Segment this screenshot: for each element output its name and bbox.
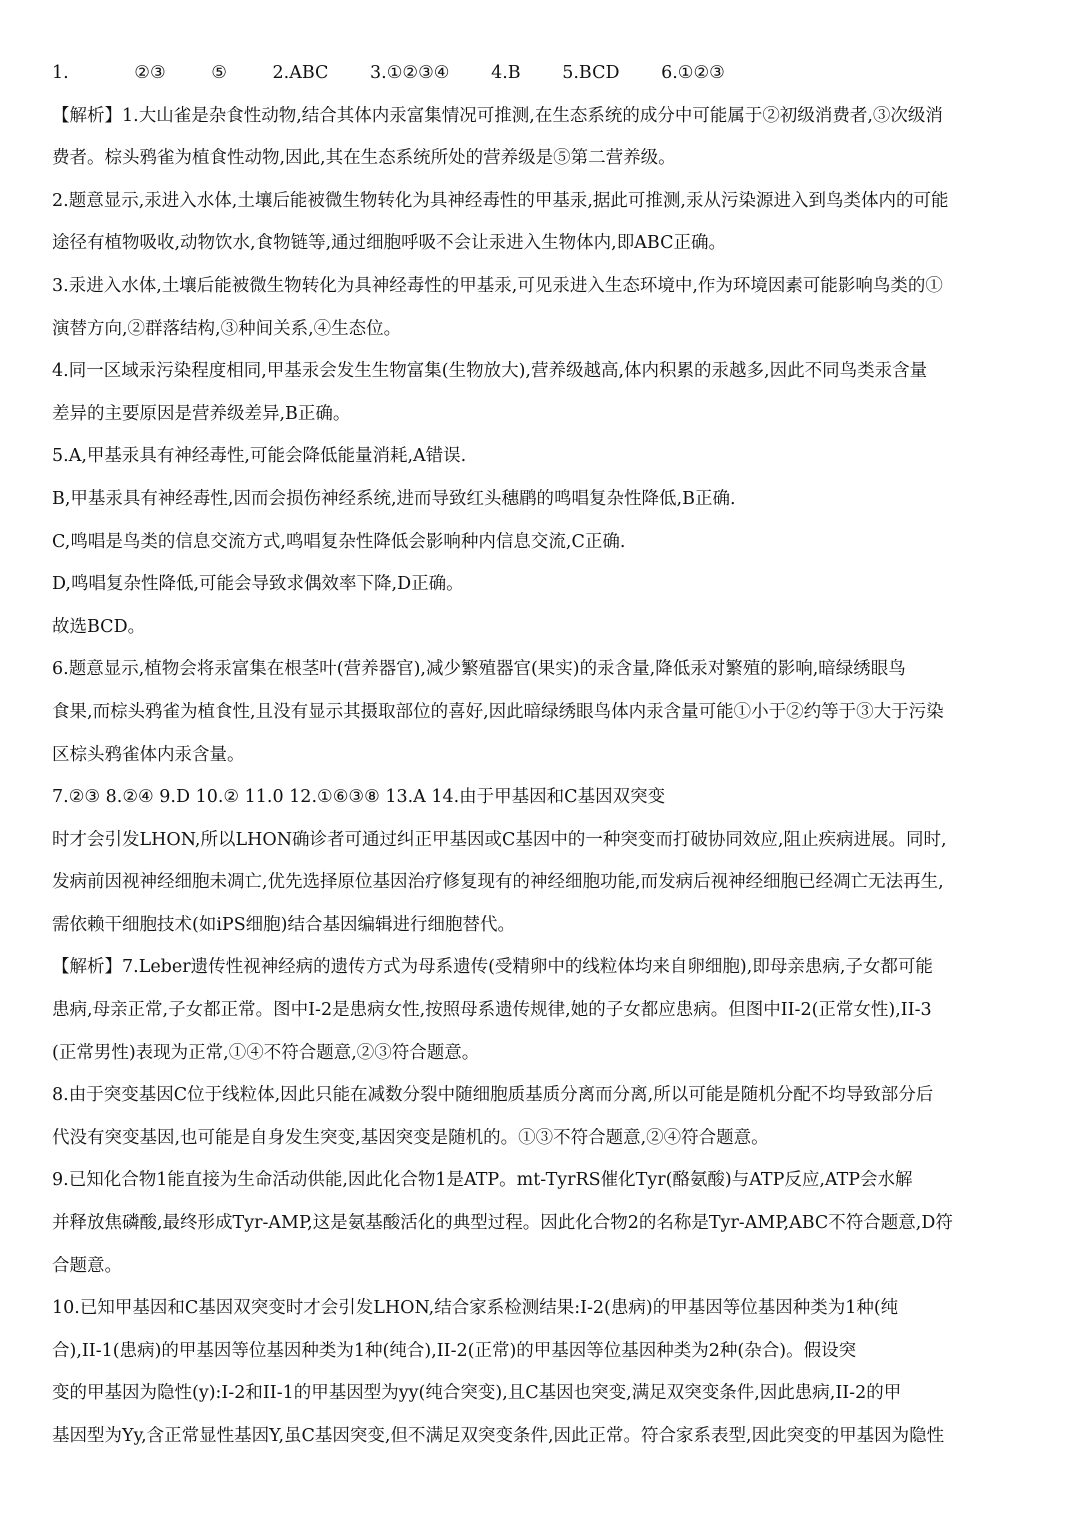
text-line: B,甲基汞具有神经毒性,因而会损伤神经系统,进而导致红头穗鹛的鸣唱复杂性降低,B正确. — [52, 488, 736, 509]
text-line: 故选BCD。 — [52, 616, 146, 637]
text-line: 费者。棕头鸦雀为植食性动物,因此,其在生态系统所处的营养级是⑤第二营养级。 — [52, 148, 676, 169]
text-line: 发病前因视神经细胞未凋亡,优先选择原位基因治疗修复现有的神经细胞功能,而发病后视神经细胞已经凋亡无法再生, — [52, 872, 944, 893]
answer-1-part-2: ⑤ — [211, 63, 227, 83]
text-line: 10.已知甲基因和C基因双突变时才会引发LHON,结合家系检测结果:I-2(患病)的甲基因等位基因种类为1种(纯 — [52, 1298, 899, 1319]
text-line: 并释放焦磷酸,最终形成Tyr-AMP,这是氨基酸活化的典型过程。因此化合物2的名称是Tyr-AMP,ABC不符合题意,D符 — [52, 1213, 953, 1234]
text-line: 途径有植物吸收,动物饮水,食物链等,通过细胞呼吸不会让汞进入生物体内,即ABC正确。 — [52, 233, 726, 254]
text-line: 患病,母亲正常,子女都正常。图中I-2是患病女性,按照母系遗传规律,她的子女都应患病。但图中II-2(正常女性),II-3 — [52, 1000, 932, 1021]
answer-row-7-14: 7.②③ 8.②④ 9.D 10.② 11.0 12.①⑥③⑧ 13.A 14.由于甲基因和C基因双突变 — [52, 787, 666, 808]
text-line: 【解析】1.大山雀是杂食性动物,结合其体内汞富集情况可推测,在生态系统的成分中可能属于②初级消费者,③次级消 — [52, 105, 943, 126]
text-line: 9.已知化合物1能直接为生命活动供能,因此化合物1是ATP。mt-TyrRS催化Tyr(酪氨酸)与ATP反应,ATP会水解 — [52, 1170, 913, 1191]
answer-key-page — [52, 52, 1032, 1458]
text-line: 变的甲基因为隐性(y):I-2和II-1的甲基因型为yy(纯合突变),且C基因也突变,满足双突变条件,因此患病,II-2的甲 — [52, 1383, 902, 1404]
answer-5: 5.BCD — [562, 63, 620, 83]
text-line: (正常男性)表现为正常,①④不符合题意,②③符合题意。 — [52, 1042, 480, 1063]
text-line: 6.题意显示,植物会将汞富集在根茎叶(营养器官),减少繁殖器官(果实)的汞含量,降低汞对繁殖的影响,暗绿绣眼鸟 — [52, 659, 906, 680]
text-line: 食果,而棕头鸦雀为植食性,且没有显示其摄取部位的喜好,因此暗绿绣眼鸟体内汞含量可能①小于②约等于③大于污染 — [52, 701, 944, 722]
text-line: 4.同一区域汞污染程度相同,甲基汞会发生生物富集(生物放大),营养级越高,体内积累的汞越多,因此不同鸟类汞含量 — [52, 361, 928, 382]
text-line: 区棕头鸦雀体内汞含量。 — [52, 744, 245, 765]
text-line: 【解析】7.Leber遗传性视神经病的遗传方式为母系遗传(受精卵中的线粒体均来自卵细胞),即母亲患病,子女都可能 — [52, 957, 933, 978]
text-line: 时才会引发LHON,所以LHON确诊者可通过纠正甲基因或C基因中的一种突变而打破协同效应,阻止疾病进展。同时, — [52, 829, 947, 850]
text-line: 基因型为Yy,含正常显性基因Y,虽C基因突变,但不满足双突变条件,因此正常。符合家系表型,因此突变的甲基因为隐性 — [52, 1426, 945, 1446]
text-line: D,鸣唱复杂性降低,可能会导致求偶效率下降,D正确。 — [52, 574, 464, 595]
text-line: 合题意。 — [52, 1255, 122, 1276]
answer-6: 6.①②③ — [661, 63, 725, 83]
text-line: 需依赖干细胞技术(如iPS细胞)结合基因编辑进行细胞替代。 — [52, 914, 516, 935]
answer-4: 4.B — [491, 63, 521, 83]
text-line: 3.汞进入水体,土壤后能被微生物转化为具神经毒性的甲基汞,可见汞进入生态环境中,作为环境因素可能影响鸟类的① — [52, 275, 943, 296]
text-line: 合),II-1(患病)的甲基因等位基因种类为1种(纯合),II-2(正常)的甲基因等位基因种类为2种(杂合)。假设突 — [52, 1340, 857, 1361]
text-line: 演替方向,②群落结构,③种间关系,④生态位。 — [52, 318, 402, 339]
text-line: 2.题意显示,汞进入水体,土壤后能被微生物转化为具神经毒性的甲基汞,据此可推测,汞从污染源进入到鸟类体内的可能 — [52, 190, 949, 211]
text-line: 差异的主要原因是营养级差异,B正确。 — [52, 403, 351, 424]
answer-2: 2.ABC — [272, 63, 329, 83]
text-line: 5.A,甲基汞具有神经毒性,可能会降低能量消耗,A错误. — [52, 446, 467, 467]
answer-1-number: 1. — [52, 63, 69, 83]
answer-row-1-6 — [52, 52, 1032, 95]
text-line: 8.由于突变基因C位于线粒体,因此只能在减数分裂中随细胞质基质分离而分离,所以可能是随机分配不均导致部分后 — [52, 1085, 934, 1106]
answer-1-part-1: ②③ — [134, 63, 166, 83]
answer-3: 3.①②③④ — [370, 63, 450, 83]
text-line: C,鸣唱是鸟类的信息交流方式,鸣唱复杂性降低会影响种内信息交流,C正确. — [52, 531, 626, 552]
text-line: 代没有突变基因,也可能是自身发生突变,基因突变是随机的。①③不符合题意,②④符合题意。 — [52, 1127, 769, 1148]
